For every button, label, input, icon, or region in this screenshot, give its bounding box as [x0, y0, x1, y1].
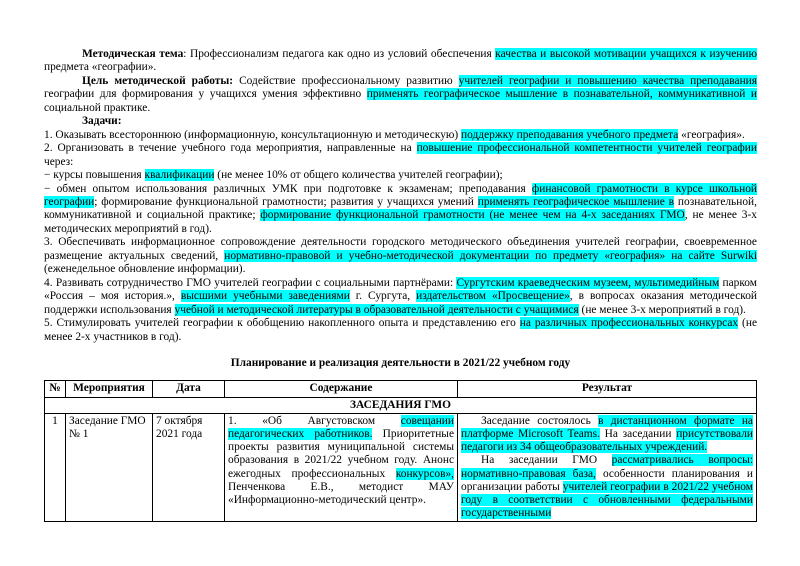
text-run: г. Сургута,	[349, 290, 417, 303]
text-run: : Профессионализм педагога как одно из условий обеспечения	[183, 48, 496, 60]
activities-table	[44, 380, 757, 522]
text-run: 5. Стимулировать учителей географии к обобщению накопленного опыта и представлению его	[44, 317, 520, 330]
text-run: (не менее 3-х мероприятий в год).	[578, 303, 746, 316]
highlighted-text: качества и высокой мотивации учащихся к изучению	[495, 48, 757, 60]
text-run: предмета «географии».	[44, 61, 157, 74]
highlighted-text: нормативно-правовой и учебно-методической документации по предмету «география» на сайте Surwiki	[224, 249, 757, 262]
text-run: Пенченкова Е.В., методист МАУ «Информационно-методический центр».	[228, 480, 454, 507]
column-header: Содержание	[225, 381, 458, 397]
column-header: Дата	[153, 381, 225, 397]
highlighted-text: рассматривались вопросы: нормативно-правовая база,	[461, 454, 753, 480]
text-run: Приоритетные проекты развития муниципальной системы образования в 2021/22 учебном году. Анонс ежегодных профессиональных	[228, 428, 454, 480]
column-header: Результат	[458, 381, 757, 397]
table-section-cell: ЗАСЕДАНИЯ ГМО	[45, 397, 757, 413]
paragraph	[44, 129, 757, 142]
highlighted-text: совещании педагогических работников.	[228, 414, 454, 441]
text-run: познавательной, коммуникативной и социальной практике;	[44, 195, 757, 222]
paragraph	[44, 183, 757, 237]
text-run: На заседании	[599, 428, 677, 441]
paragraph	[44, 236, 757, 276]
highlighted-text: учебной и методической литературы в образовательной деятельности с учащимися	[174, 303, 579, 316]
highlighted-text: применять географическое мышление в познавательной, коммуникативной и	[366, 88, 757, 101]
text-run: (не менее 10% от общего количества учителей географии);	[214, 169, 503, 182]
cell-number: 1	[45, 413, 66, 522]
highlighted-text: в дистанционном формате на платформе Microsoft Teams.	[461, 414, 753, 441]
table-title: Планирование и реализация деятельности в 2021/22 учебном году	[230, 356, 571, 369]
column-header: Мероприятия	[66, 381, 153, 397]
highlighted-text: повышение профессиональной компетентности учителей географии	[416, 142, 757, 155]
text-run: 1. «Об Августовском	[228, 414, 401, 427]
text-run: − курсы повышения	[44, 169, 145, 182]
paragraph	[44, 142, 757, 169]
paragraph	[44, 277, 757, 317]
highlighted-text: на различных профессиональных конкурсах	[519, 317, 739, 330]
cell-date: 7 октября 2021 года	[153, 413, 225, 522]
text-run: географии для формирования у учащихся умения эффективно	[44, 88, 367, 101]
text-run: особенности планирования и организации работы	[461, 467, 753, 493]
cell-paragraph	[461, 454, 753, 520]
text-run: через:	[44, 155, 74, 168]
cell-content	[225, 413, 458, 522]
text-run: , в вопросах оказания методической поддержки использования	[44, 290, 758, 316]
paragraph	[44, 169, 757, 182]
table-section-row	[45, 397, 757, 413]
text-run: 4. Развивать сотрудничество ГМО учителей географии с социальными партнёрами:	[44, 276, 457, 289]
highlighted-text: поддержку преподавания учебного предмета	[461, 128, 679, 141]
text-run: 2. Организовать в течение учебного года мероприятия, направленные на	[44, 142, 417, 155]
text-run: 3. Обеспечивать информационное сопровождение деятельности городского методического объединения учителей географии, своевременное размещение актуальных сведений,	[44, 236, 757, 262]
highlighted-text: конкурсов»,	[395, 467, 454, 480]
text-run: − обмен опытом использования различных УМК при подготовке к экзаменам; преподавания	[44, 182, 532, 195]
highlighted-text: формирование функциональной грамотности (не менее чем на 4-х заседаниях ГМО	[260, 209, 685, 222]
table-header-row	[45, 381, 757, 397]
text-run: (еженедельное обновление информации).	[44, 263, 246, 276]
cell-paragraph	[228, 415, 454, 507]
highlighted-text: высшими учебными заведениями	[180, 290, 350, 303]
document-body	[44, 48, 757, 344]
text-run: ; формирование функциональной грамотности; развития у учащихся умений	[94, 195, 478, 208]
paragraph	[44, 317, 757, 344]
cell-event: Заседание ГМО № 1	[66, 413, 153, 522]
table-body	[45, 397, 757, 522]
paragraph	[44, 48, 757, 75]
paragraph	[44, 115, 757, 128]
paragraph	[44, 75, 757, 115]
text-run: Содействие профессиональному развитию	[239, 74, 459, 87]
cell-result	[458, 413, 757, 522]
text-run: социальной практике.	[44, 101, 151, 114]
text-run: На заседании ГМО	[481, 454, 612, 467]
highlighted-text: издательством «Просвещение»	[416, 290, 570, 303]
highlighted-text: присутствовали педагоги из 34 общеобразовательных учреждений.	[461, 428, 753, 454]
text-run: «география».	[678, 128, 745, 141]
column-header: №	[45, 381, 66, 397]
text-run: Заседание состоялось	[481, 414, 599, 427]
text-run: (не менее 2-х участников в год).	[44, 317, 758, 343]
text-run: Методическая тема	[82, 48, 184, 60]
text-run: Задачи:	[82, 115, 122, 128]
highlighted-text: учителей географии в 2021/22 учебном году в соответствии с обновленными федеральными государственными	[461, 480, 753, 520]
text-run: Цель методической работы:	[82, 74, 240, 87]
highlighted-text: квалификации	[144, 169, 215, 182]
highlighted-text: финансовой грамотности в курсе школьной географии	[44, 182, 757, 208]
highlighted-text: применять географическое мышление в	[477, 195, 675, 208]
highlighted-text: Сургутским краеведческим музеем, мультимедийным	[456, 276, 720, 289]
highlighted-text: учителей географии и повышению качества преподавания	[458, 74, 758, 87]
table-row	[45, 413, 757, 522]
text-run: , не менее 3-х методических мероприятий в год).	[44, 209, 757, 235]
cell-paragraph	[461, 415, 753, 455]
text-run: 1. Оказывать всестороннюю (информационную, консультационную и методическую)	[44, 128, 462, 141]
text-run: парком «Россия – моя история.»,	[44, 276, 757, 303]
